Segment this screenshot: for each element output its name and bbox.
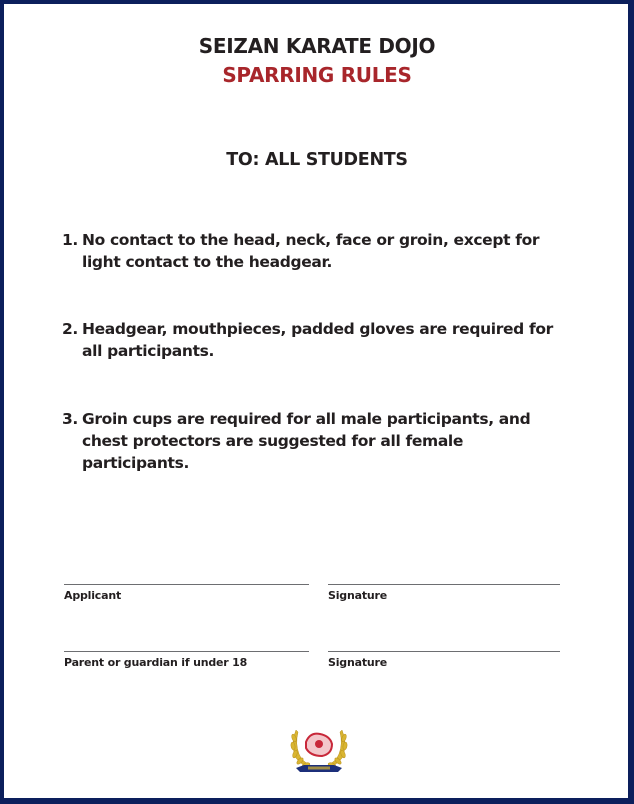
guardian-signature-line[interactable] [328,651,560,652]
rule-text: No contact to the head, neck, face or groin, except for light contact to the headgear. [82,231,540,271]
guardian-name-line[interactable] [64,651,309,652]
applicant-signature-field-line[interactable] [328,584,560,585]
guardian-label: Parent or guardian if under 18 [64,656,248,669]
seal-icon [306,734,332,756]
document-title: SPARRING RULES [222,63,412,87]
rule-text: Groin cups are required for all male participants, and chest protectors are suggested for all female participants. [82,410,531,472]
signature-label: Signature [328,656,387,669]
organization-title: SEIZAN KARATE DOJO [198,34,436,58]
rule-number: 2. [62,320,78,338]
applicant-label: Applicant [64,589,122,602]
rule-text: Headgear, mouthpieces, padded gloves are required for all participants. [82,320,553,360]
document-page [4,4,628,798]
rule-number: 1. [62,231,78,249]
rule-item [62,229,572,273]
dojo-crest-emblem-icon [288,724,350,776]
rule-number: 3. [62,410,78,428]
rule-item [62,318,572,362]
ribbon-banner-icon [296,765,342,772]
addressee-line: TO: ALL STUDENTS [226,150,408,170]
applicant-signature-line[interactable] [64,584,309,585]
rule-item [62,408,572,474]
signature-label: Signature [328,589,387,602]
